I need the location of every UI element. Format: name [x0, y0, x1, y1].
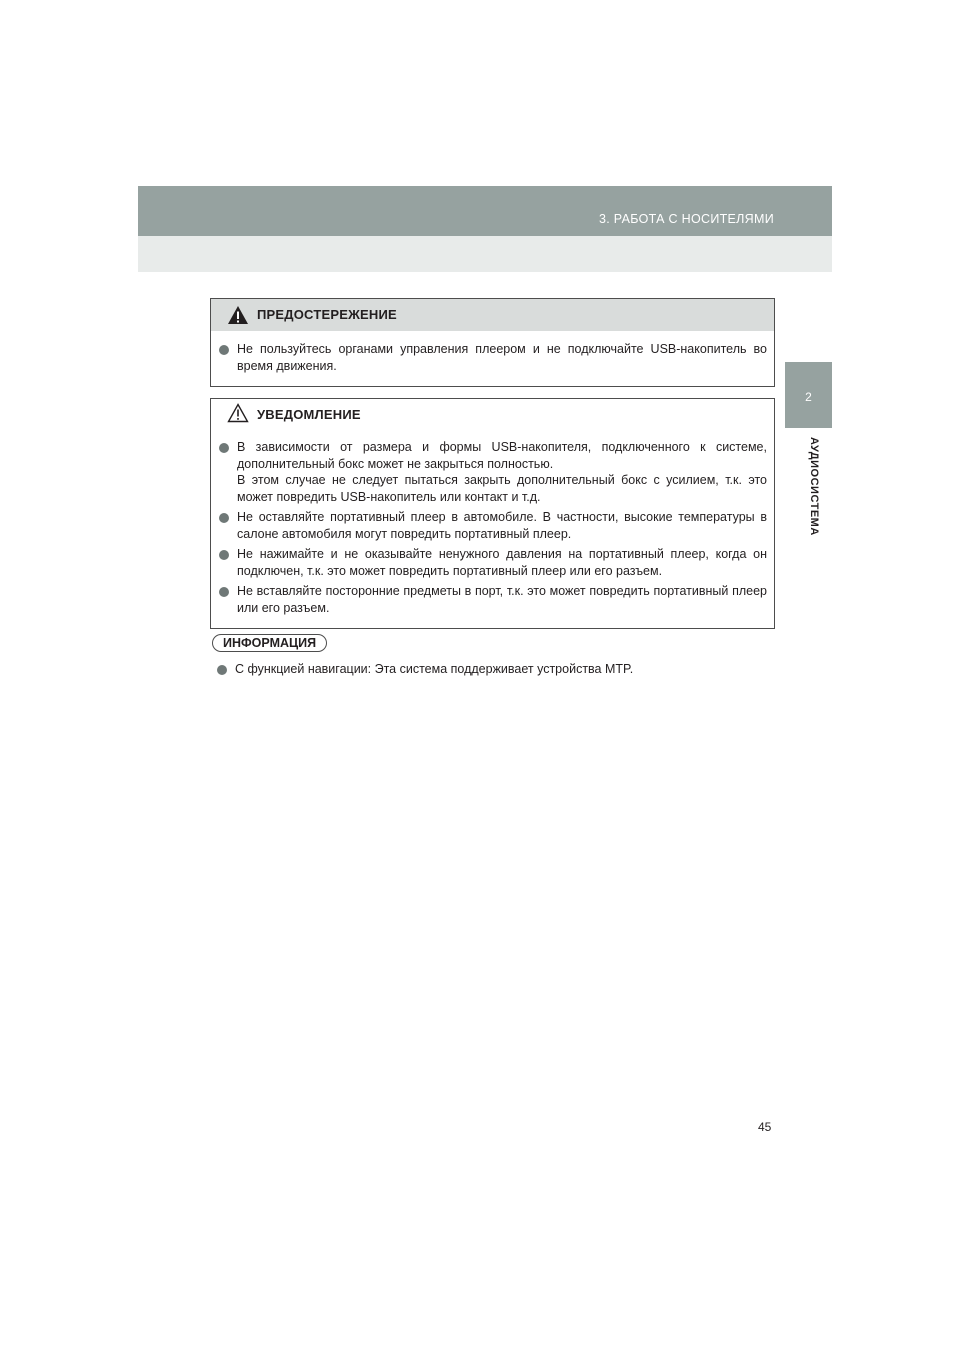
notice-header [211, 399, 774, 431]
bullet-icon [219, 513, 229, 523]
chapter-label: АУДИОСИСТЕМА [808, 437, 820, 536]
bullet-icon [219, 443, 229, 453]
section-header-subbar [138, 236, 832, 272]
bullet-icon [219, 587, 229, 597]
chapter-number: 2 [805, 390, 812, 404]
warning-triangle-outline-icon [227, 403, 249, 423]
bullet-icon [219, 550, 229, 560]
warning-box [210, 298, 775, 387]
warning-body [211, 331, 774, 386]
info-label: ИНФОРМАЦИЯ [212, 634, 327, 652]
warning-triangle-filled-icon [227, 305, 249, 325]
info-item: С функцией навигации: Эта система поддерживает устройства MTP. [216, 661, 795, 678]
chapter-tab [785, 362, 832, 428]
notice-item: В зависимости от размера и формы USB-накопителя, подключенного к системе, дополнительный бокс может не закрыться полностью. В этом случае не следует пытаться закрыть дополнительный бокс с усилием, т.к. это может повредить USB-накопитель или контакт и т.д. [218, 439, 767, 505]
warning-title: ПРЕДОСТЕРЕЖЕНИЕ [257, 307, 397, 322]
bullet-icon [219, 345, 229, 355]
bullet-icon [217, 665, 227, 675]
notice-body [211, 431, 774, 628]
warning-item: Не пользуйтесь органами управления плеером и не подключайте USB-накопитель во время движения. [218, 341, 767, 374]
notice-box [210, 398, 775, 629]
page-number: 45 [758, 1120, 772, 1134]
section-header-bar [138, 186, 832, 236]
notice-item: Не оставляйте портативный плеер в автомобиле. В частности, высокие температуры в салоне автомобиля могут повредить портативный плеер. [218, 509, 767, 542]
notice-item: Не вставляйте посторонние предметы в порт, т.к. это может повредить портативный плеер или его разъем. [218, 583, 767, 616]
notice-item: Не нажимайте и не оказывайте ненужного давления на портативный плеер, когда он подключен, т.к. это может повредить портативный плеер или его разъем. [218, 546, 767, 579]
section-title: 3. РАБОТА С НОСИТЕЛЯМИ [598, 212, 774, 226]
notice-title: УВЕДОМЛЕНИЕ [257, 407, 361, 422]
warning-header [211, 299, 774, 331]
